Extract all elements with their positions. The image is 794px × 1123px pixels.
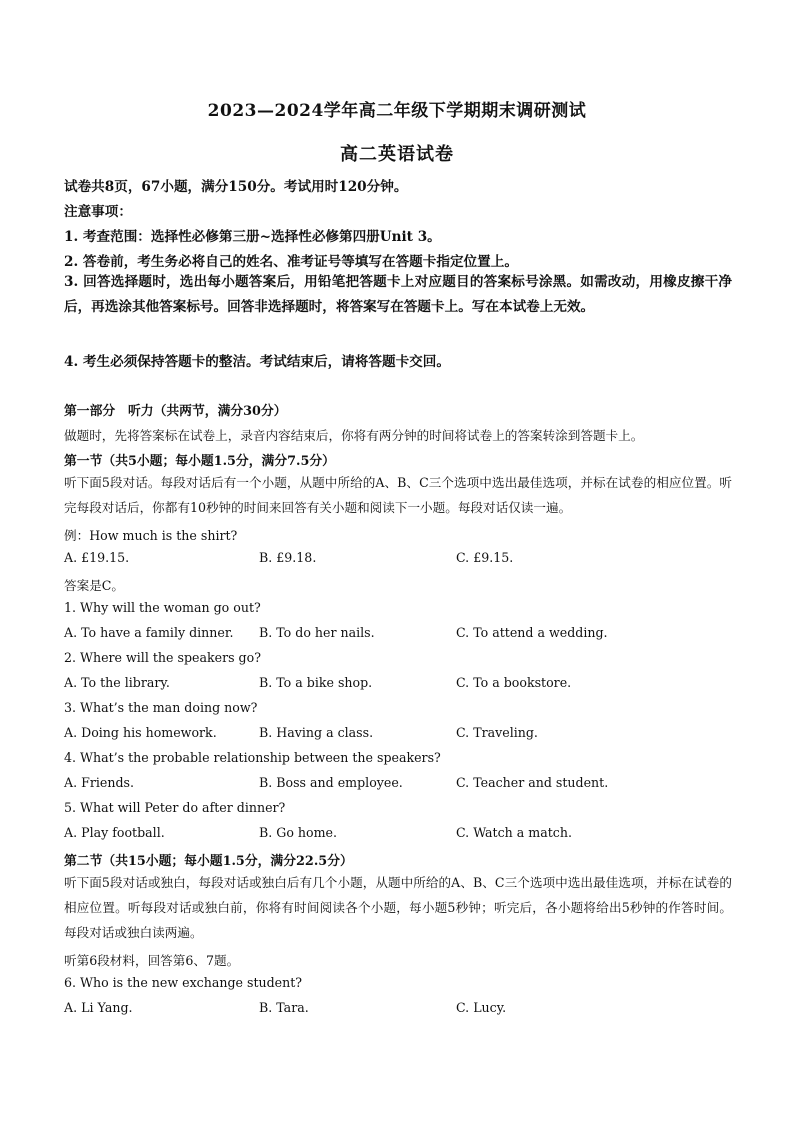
example-option-c: C. £9.15. (456, 550, 514, 565)
exam-title: 2023—2024学年高二年级下学期期末调研测试 (207, 101, 587, 121)
question-2: 2. Where will the speakers go? (64, 650, 261, 665)
question-3-option-b: B. Having a class. (259, 725, 374, 740)
example-option-b: B. £9.18. (259, 550, 317, 565)
question-4: 4. What’s the probable relationship between the speakers? (64, 750, 441, 765)
exam-intro: 试卷共8页，67小题，满分150分。考试用时120分钟。 (64, 179, 408, 195)
question-1: 1. Why will the woman go out? (64, 600, 261, 615)
example-answer: 答案是C。 (64, 578, 125, 593)
question-5-option-a: A. Play football. (64, 825, 165, 840)
question-1-option-c: C. To attend a wedding. (456, 625, 608, 640)
section2-heading: 第二节（共15小题；每小题1.5分，满分22.5分） (64, 854, 353, 869)
question-3-option-a: A. Doing his homework. (64, 725, 217, 740)
question-6-option-c: C. Lucy. (456, 1000, 507, 1015)
section2-instruction: 听下面5段对话或独白，每段对话或独白后有几个小题，从题中所给的A、B、C三个选项中选出最佳选项，并标在试卷的相应位置。听每段对话或独白前，你将有时间阅读各个小题，每小题5秒钟；听完后，各小题将给出5秒钟的作答时间。每段对话或独白读两遍。 (64, 875, 732, 940)
question-5: 5. What will Peter do after dinner? (64, 800, 286, 815)
question-5-option-b: B. Go home. (259, 825, 337, 840)
question-4-option-c: C. Teacher and student. (456, 775, 609, 790)
question-6: 6. Who is the new exchange student? (64, 975, 303, 990)
question-3-option-c: C. Traveling. (456, 725, 538, 740)
question-4-option-b: B. Boss and employee. (259, 775, 403, 790)
section1-heading: 第一节（共5小题；每小题1.5分，满分7.5分） (64, 454, 335, 469)
notice-item-2: 2. 答卷前，考生务必将自己的姓名、准考证号等填写在答题卡指定位置上。 (64, 254, 518, 270)
question-2-option-b: B. To a bike shop. (259, 675, 373, 690)
question-4-option-a: A. Friends. (64, 775, 134, 790)
notice-heading: 注意事项： (64, 204, 132, 220)
section1-instruction: 听下面5段对话。每段对话后有一个小题，从题中所给的A、B、C三个选项中选出最佳选项，并标在试卷的相应位置。听完每段对话后，你都有10秒钟的时间来回答有关小题和阅读下一小题。每段对话仅读一遍。 (64, 475, 732, 515)
question-1-option-a: A. To have a family dinner. (64, 625, 234, 640)
question-1-option-b: B. To do her nails. (259, 625, 375, 640)
question-3: 3. What’s the man doing now? (64, 700, 258, 715)
question-5-option-c: C. Watch a match. (456, 825, 572, 840)
question-6-option-a: A. Li Yang. (64, 1000, 133, 1015)
notice-item-3: 3. 回答选择题时，选出每小题答案后，用铅笔把答题卡上对应题目的答案标号涂黑。如需改动，用橡皮擦干净后，再选涂其他答案标号。回答非选择题时，将答案写在答题卡上。写在本试卷上无效。 (64, 274, 732, 315)
notice-item-4: 4. 考生必须保持答题卡的整洁。考试结束后，请将答题卡交回。 (64, 354, 450, 370)
example-question: 例：How much is the shirt? (64, 528, 238, 543)
part1-instruction: 做题时，先将答案标在试卷上，录音内容结束后，你将有两分钟的时间将试卷上的答案转涂到答题卡上。 (64, 428, 644, 443)
part1-heading: 第一部分 听力（共两节，满分30分） (64, 404, 287, 419)
notice-item-1: 1. 考查范围：选择性必修第三册~选择性必修第四册Unit 3。 (64, 229, 441, 245)
exam-subtitle: 高二英语试卷 (340, 144, 454, 165)
question-2-option-c: C. To a bookstore. (456, 675, 572, 690)
question-2-option-a: A. To the library. (64, 675, 170, 690)
example-option-a: A. £19.15. (64, 550, 130, 565)
question-6-option-b: B. Tara. (259, 1000, 309, 1015)
material-note: 听第6段材料，回答第6、7题。 (64, 953, 240, 968)
